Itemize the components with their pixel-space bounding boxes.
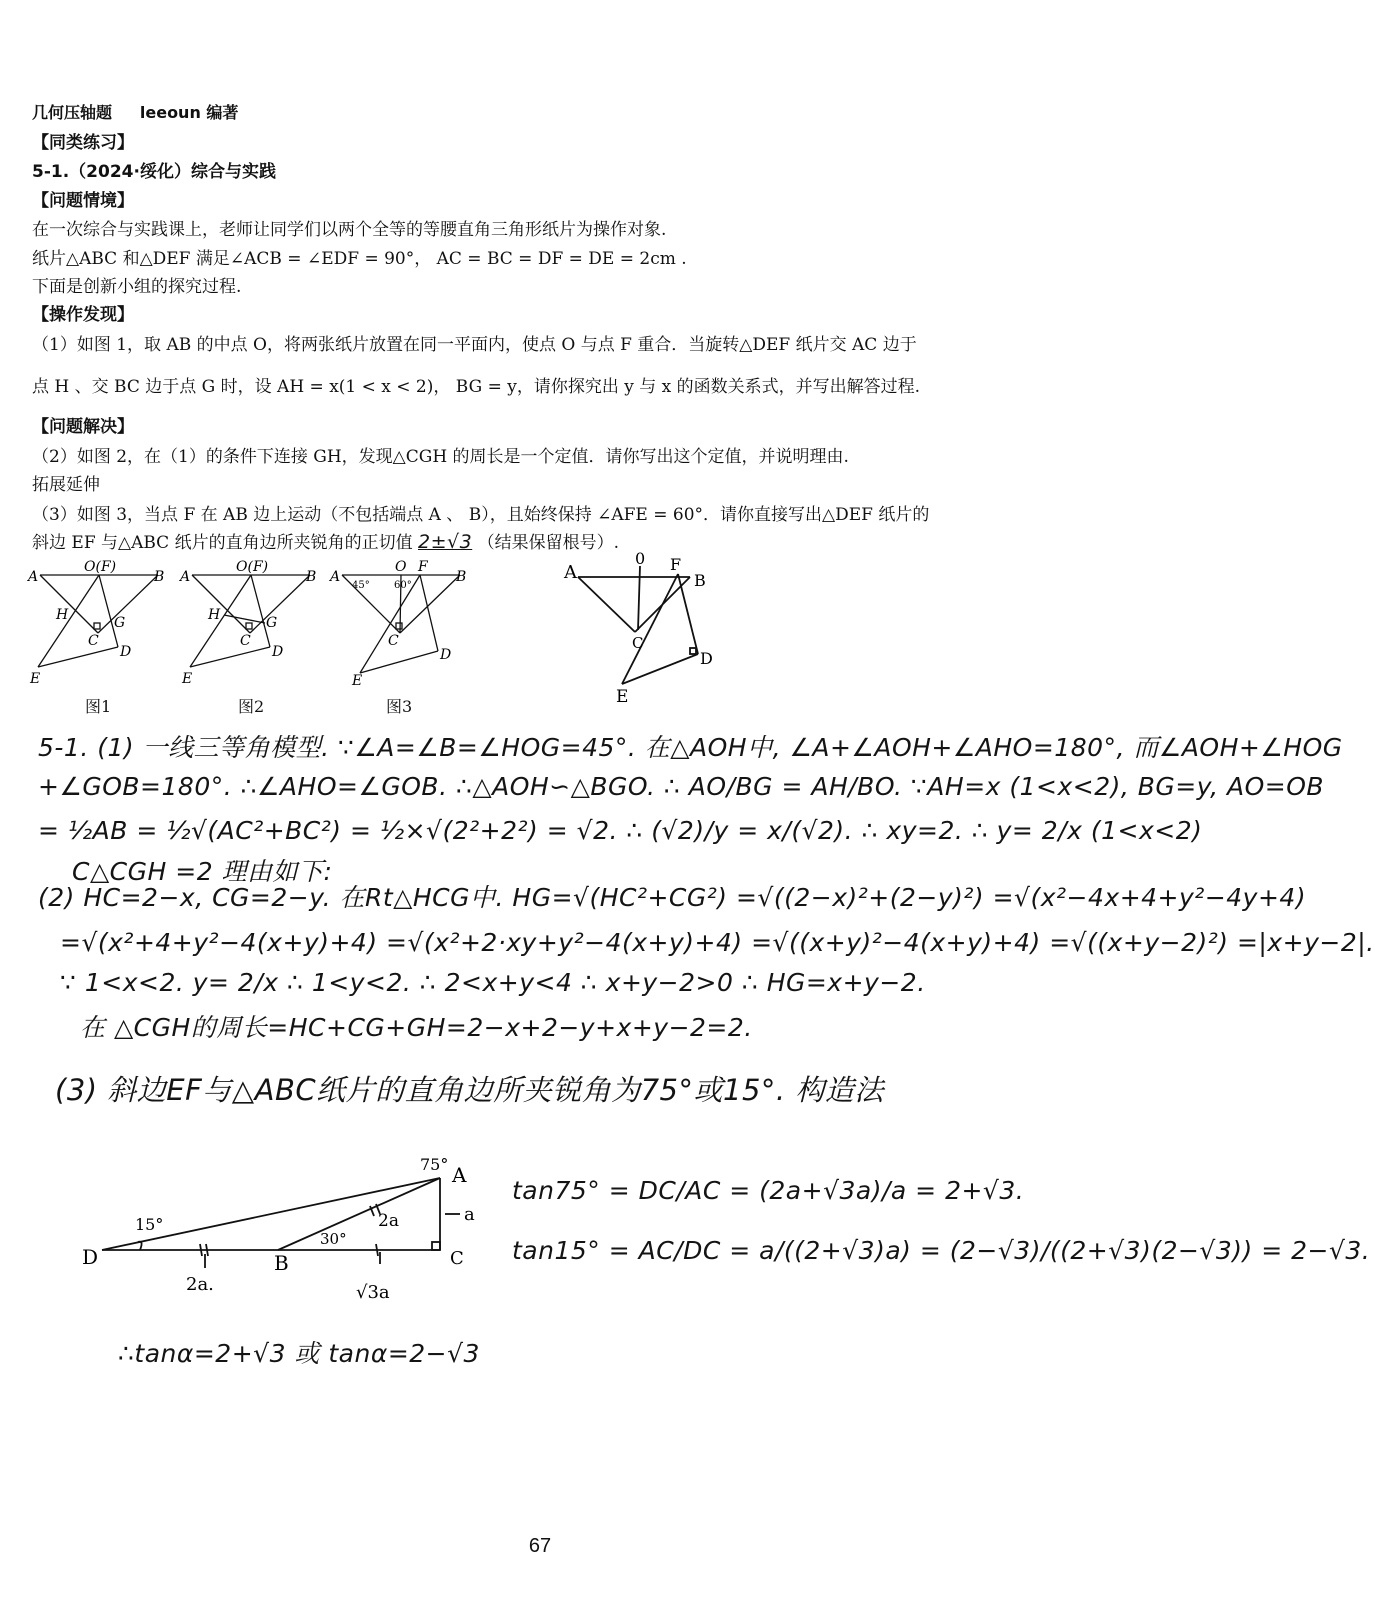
sketch-label-D: D <box>82 1245 99 1269</box>
hw-line-3: = ½AB = ½√(AC²+BC²) = ½×√(2²+2²) = √2. ∴ (√2)/y = x/(√2). ∴ xy=2. ∴ y= 2/x (1<x<2) <box>38 816 1203 845</box>
solve-line-with-answer <box>32 528 619 553</box>
label-C: C <box>88 633 99 649</box>
label-D: D <box>272 644 284 660</box>
section-heading: 【同类练习】 <box>32 133 134 153</box>
sketch-label-A: A <box>452 1163 467 1187</box>
hw-line-2: +∠GOB=180°. ∴∠AHO=∠GOB. ∴△AOH∽△BGO. ∴ AO/BG = AH/BO. ∵AH=x (1<x<2), BG=y, AO=OB <box>38 772 1325 801</box>
solve-line: 拓展延伸 <box>32 475 100 495</box>
handwritten-figure <box>560 549 730 707</box>
hw-line-5: (2) HC=2−x, CG=2−y. 在Rt△HCG中. HG=√(HC²+CG²) =√((2−x)²+(2−y)²) =√(x²−4x+4+y²−4y+4) <box>38 883 1307 912</box>
angle-60: 60° <box>394 580 412 591</box>
solve-line-text: 斜边 EF 与△ABC 纸片的直角边所夹锐角的正切值 <box>32 533 413 553</box>
context-heading: 【问题情境】 <box>32 191 134 211</box>
sketch-label-C: C <box>450 1248 464 1269</box>
operation-heading: 【操作发现】 <box>32 305 134 325</box>
figure-2-caption: 图2 <box>238 697 265 716</box>
operation-line: 点 H 、交 BC 边于点 G 时，设 AH = x(1 < x < 2)， BG = y，请你探究出 y 与 x 的函数关系式，并写出解答过程. <box>32 377 921 397</box>
label-C: C <box>632 634 644 652</box>
label-B: B <box>456 569 467 585</box>
hw-tan15: tan15° = AC/DC = a/((2+√3)a) = (2−√3)/((2+√3)(2−√3)) = 2−√3. <box>512 1236 1371 1265</box>
sketch-label-B: B <box>274 1251 289 1275</box>
book-author: leeoun 编著 <box>139 103 239 122</box>
label-C: C <box>388 633 399 649</box>
operation-line: （1）如图 1，取 AB 的中点 O，将两张纸片放置在同一平面内，使点 O 与点 F 重合．当旋转△DEF 纸片交 AC 边于 <box>32 335 917 355</box>
label-H: H <box>208 607 221 623</box>
hw-line-9: (3) 斜边EF与△ABC纸片的直角边所夹锐角为75°或15°. 构造法 <box>55 1073 884 1107</box>
label-C: C <box>240 633 251 649</box>
solve-heading: 【问题解决】 <box>32 417 134 437</box>
label-A: A <box>564 562 577 583</box>
label-G: G <box>114 615 126 631</box>
solve-line: （3）如图 3，当点 F 在 AB 边上运动（不包括端点 A 、 B），且始终保持 ∠AFE = 60°．请你直接写出△DEF 纸片的 <box>32 505 930 525</box>
label-E: E <box>352 673 363 689</box>
figure-3-caption: 图3 <box>386 697 413 716</box>
sketch-seg-a: a <box>464 1204 475 1225</box>
label-O: 0 <box>635 549 646 568</box>
label-E: E <box>182 671 193 687</box>
figure-2 <box>180 555 330 690</box>
angle-45: 45° <box>352 580 370 591</box>
sketch-seg-sqrt3a: √3a <box>356 1282 390 1303</box>
solve-line-text: （结果保留根号）. <box>477 533 620 553</box>
label-D: D <box>120 644 132 660</box>
problem-title: 5-1.（2024·绥化）综合与实践 <box>32 162 276 182</box>
hw-line-6: =√(x²+4+y²−4(x+y)+4) =√(x²+2·xy+y²−4(x+y)+4) =√((x+y)²−4(x+y)+4) =√((x+y−2)²) =|x+y−2|. <box>60 928 1375 957</box>
figure-3 <box>330 555 480 690</box>
hw-line-8: 在 △CGH的周长=HC+CG+GH=2−x+2−y+x+y−2=2. <box>80 1013 753 1042</box>
label-A: A <box>180 569 191 585</box>
hw-conclusion: ∴tanα=2+√3 或 tanα=2−√3 <box>118 1339 480 1368</box>
book-header <box>32 100 238 123</box>
sketch-angle-75: 75° <box>420 1155 449 1174</box>
label-D: D <box>700 649 713 668</box>
label-B: B <box>154 569 165 585</box>
sketch-seg-2a: 2a <box>378 1211 399 1231</box>
label-H: H <box>56 607 69 623</box>
figure-1 <box>28 555 178 690</box>
label-E: E <box>30 671 41 687</box>
label-O-F: O(F) <box>84 559 117 575</box>
label-B: B <box>694 571 706 590</box>
label-O: O <box>395 559 407 575</box>
context-line: 下面是创新小组的探究过程. <box>32 277 242 297</box>
context-line: 在一次综合与实践课上，老师让同学们以两个全等的等腰直角三角形纸片为操作对象. <box>32 220 667 240</box>
label-A: A <box>28 569 39 585</box>
hw-line-4: C△CGH =2 理由如下: <box>72 857 333 886</box>
book-title: 几何压轴题 <box>32 103 113 122</box>
sketch-angle-15: 15° <box>135 1215 164 1234</box>
label-D: D <box>440 647 452 663</box>
label-O-F: O(F) <box>236 559 269 575</box>
label-F: F <box>670 555 682 574</box>
page-number: 67 <box>528 1535 552 1557</box>
sketch-seg-2a-bottom: 2a. <box>186 1274 214 1295</box>
label-B: B <box>306 569 317 585</box>
handwritten-answer: 2±√3 <box>418 531 473 553</box>
solve-line: （2）如图 2，在（1）的条件下连接 GH，发现△CGH 的周长是一个定值．请你写出这个定值，并说明理由. <box>32 447 849 467</box>
label-F: F <box>418 559 428 575</box>
label-A: A <box>330 569 341 585</box>
label-G: G <box>266 615 278 631</box>
sketch-angle-30: 30° <box>320 1230 347 1248</box>
figure-1-caption: 图1 <box>85 697 112 716</box>
context-line: 纸片△ABC 和△DEF 满足∠ACB = ∠EDF = 90°， AC = BC = DF = DE = 2cm . <box>32 249 687 269</box>
hw-line-7: ∵ 1<x<2. y= 2/x ∴ 1<y<2. ∴ 2<x+y<4 ∴ x+y−2>0 ∴ HG=x+y−2. <box>60 968 926 997</box>
construction-sketch <box>80 1140 500 1310</box>
hw-tan75: tan75° = DC/AC = (2a+√3a)/a = 2+√3. <box>512 1176 1025 1205</box>
hw-line-1: 5-1. (1) 一线三等角模型. ∵∠A=∠B=∠HOG=45°. 在△AOH中, ∠A+∠AOH+∠AHO=180°, 而∠AOH+∠HOG <box>38 733 1343 762</box>
label-E: E <box>616 687 629 707</box>
